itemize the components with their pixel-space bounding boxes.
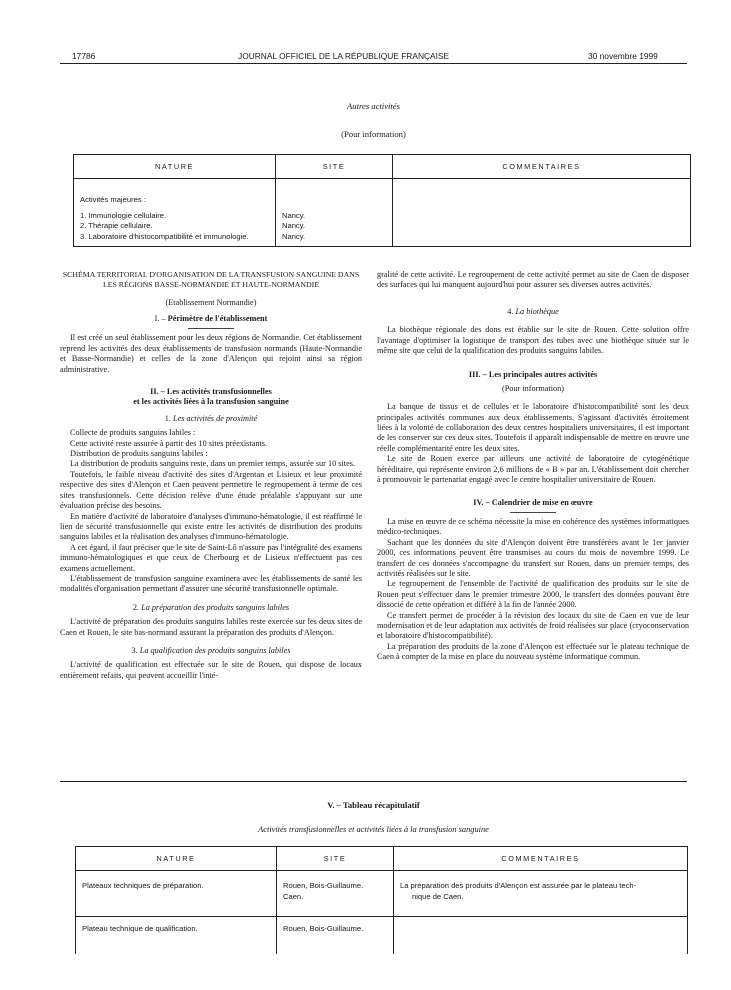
- regroupement-text: Toutefois, le faible niveau d'activité des sites d'Argentan et Lisieux et leur proximité respective des sites d'Alençon et Caen peuvent permettre le regroupement à terme de ces sites transfusionnels. Cette décision relève d'une étude préalable s'appuyant sur une évaluation précise des besoins.: [60, 469, 362, 511]
- collecte-label: Collecte de produits sanguins labiles :: [70, 428, 196, 438]
- issue-date: 30 novembre 1999: [588, 51, 658, 61]
- recap-comment-1a: La préparation des produits d'Alençon est assurée par le plateau tech-: [400, 881, 637, 890]
- recap-title: V. – Tableau récapitulatif: [327, 800, 420, 810]
- autres-title: Autres activités: [347, 101, 400, 111]
- section-1-title: Périmètre de l'établissement: [167, 314, 268, 323]
- section-divider: [510, 512, 556, 513]
- mise-en-oeuvre-text: La mise en œuvre de ce schéma nécessite la mise en cohérence des systèmes informatiques médico-techniques.: [377, 516, 689, 537]
- subsection-4-title: La biothèque: [515, 306, 559, 316]
- qualification-continued-text: gralité de cette activité. Le regroupement de cette activité permet au site de Caen de disposer des surfaces qui lui manquent aujourd'hui pour assurer ses diverses autres activités.: [377, 270, 689, 290]
- preparation-text: L'activité de préparation des produits sanguins labiles reste exercée sur les deux sites de Caen et Rouen, le site bas-normand assurant la préparation des produits d'Alençon.: [60, 617, 362, 637]
- recap-subtitle: Activités transfusionnelles et activités liées à la transfusion sanguine: [258, 825, 489, 834]
- subsection-2-number: 2.: [132, 602, 140, 612]
- recap-col-site: SITE: [277, 847, 394, 871]
- page-number: 17786: [72, 51, 96, 61]
- autres-nature-2: 2. Thérapie cellulaire.: [80, 221, 153, 231]
- autres-col-site: SITE: [276, 155, 393, 179]
- table-row: [76, 871, 688, 917]
- left-column: [60, 270, 362, 681]
- regroupement-qualification-text: Le regroupement de l'ensemble de l'activité de qualification des produits sur le site de Rouen peut s'effectuer dans le premier trimestre 2000, le transfert des données pouvant être dissocié de cette opération et différé à la fin de l'année 2000.: [377, 579, 689, 610]
- recap-table: [75, 846, 688, 954]
- section-divider: [188, 328, 234, 329]
- biotheque-text: La biothèque régionale des dons est établie sur le site de Rouen. Cette solution offre l'avantage d'optimiser la logistique de transport des tubes avec une biothèque située sur le même site que celui de la qualification des produits sanguins labiles.: [377, 325, 689, 356]
- alencon-text: Sachant que les données du site d'Alençon doivent être transférées avant le 1er janvier 2000, ces informations peuvent être transmises au cours du mois de novembre 1999. Le transfert de ces données s'accompagne du transfert sur Rouen, dans un premier temps, des activités réalisées sur le site.: [377, 537, 689, 578]
- subsection-1-number: 1.: [164, 413, 171, 423]
- autres-site-1: Nancy.: [282, 210, 306, 220]
- autres-col-nature: NATURE: [74, 155, 276, 179]
- distribution-text: La distribution de produits sanguins reste, dans un premier temps, assurée sur 10 sites.: [70, 459, 356, 469]
- autres-table: [73, 154, 691, 247]
- section-1-text: Il est créé un seul établissement pour les deux régions de Normandie. Cet établissement reprend les activités des deux établissements de transfusion normands (Haute-Normandie et Basse-Normandie) et celles de la zone d'Alençon qui rejoint ainsi sa région administrative.: [60, 333, 362, 374]
- right-column: [377, 270, 689, 663]
- schema-title: SCHÉMA TERRITORIAL D'ORGANISATION DE LA TRANSFUSION SANGUINE DANS LES RÉGIONS BASSE-NORMANDIE ET HAUTE-NORMANDIE: [62, 270, 360, 289]
- distribution-label: Distribution de produits sanguins labiles :: [70, 449, 208, 459]
- autres-heading: Activités majeures :: [80, 195, 146, 204]
- saint-lo-text: A cet égard, il faut préciser que le site de Saint-Lô n'assure pas l'intégralité des examens immuno-hématologiques et que ceux de Cherbourg et de Lisieux n'effectuent pas ces examens actuellement.: [60, 542, 362, 573]
- journal-title: JOURNAL OFFICIEL DE LA RÉPUBLIQUE FRANÇAISE: [238, 51, 450, 61]
- table-row: [76, 917, 688, 955]
- recap-col-commentaires: COMMENTAIRES: [394, 847, 688, 871]
- recap-nature-1: Plateaux techniques de préparation.: [76, 871, 277, 917]
- autres-nature-1: 1. Immunologie cellulaire.: [80, 210, 167, 220]
- recap-col-nature: NATURE: [76, 847, 277, 871]
- autres-col-commentaires: COMMENTAIRES: [393, 155, 691, 179]
- autres-site-3: Nancy.: [282, 231, 306, 241]
- revision-locaux-text: Ce transfert permet de procéder à la révision des locaux du site de Caen en vue de leur modernisation et de leur adaptation aux activités de froid réalisées sur place (cryoconservation et laboratoire d'histocompatibilité).: [377, 610, 689, 641]
- qualification-text: L'activité de qualification est effectuée sur le site de Rouen, qui dispose de locaux entièrement refaits, qui peuvent accueillir l'inté-: [60, 660, 362, 680]
- table-row: [74, 179, 691, 247]
- subsection-3-title: La qualification des produits sanguins labiles: [139, 645, 291, 655]
- section-4-title: IV. – Calendrier de mise en œuvre: [473, 497, 593, 507]
- section-rule: [60, 781, 687, 782]
- preparation-alencon-text: La préparation des produits de la zone d'Alençon est effectuée sur le plateau technique de Caen à compter de la mise en place du nouveau système informatique commun.: [377, 641, 689, 662]
- cytogenetique-text: Le site de Rouen exerce par ailleurs une activité de laboratoire de cytogénétique héréditaire, qui représente environ 2,6 millions de « B » par an. L'établissement doit chercher à promouvoir le partenariat engagé avec le centre hospitalier universitaire de Rouen.: [377, 454, 689, 485]
- etablissement-text: L'établissement de transfusion sanguine examinera avec les établissements de santé les modalités d'organisation permettant d'assurer une sécurité transfusionnelle optimale.: [60, 573, 362, 594]
- autres-subtitle: (Pour information): [341, 129, 406, 139]
- subsection-3-number: 3.: [131, 645, 138, 655]
- recap-site-1a: Rouen, Bois-Guillaume.: [283, 881, 364, 890]
- laboratoire-text: En matière d'activité de laboratoire d'analyses d'immuno-hématologie, il est réaffirmé le lien de sécurité transfusionnelle qui existe entre les activités de distribution des produits sanguins labiles et la réalisation des analyses d'immuno-hématologie.: [60, 511, 362, 542]
- section-2-title-line-2: et les activités liées à la transfusion sanguine: [133, 397, 289, 407]
- autres-nature-3: 3. Laboratoire d'histocompatibilité et immunologie.: [80, 231, 249, 241]
- section-3-title: III. – Les principales autres activités: [468, 370, 598, 380]
- recap-nature-2: Plateau technique de qualification.: [76, 917, 277, 955]
- recap-site-1b: Caen.: [283, 891, 304, 901]
- recap-site-2: Rouen, Bois-Guillaume.: [277, 917, 394, 955]
- header-rule: [60, 63, 687, 64]
- banque-text: La banque de tissus et de cellules et le laboratoire d'histocompatibilité sont les deux principales activités communes aux deux établissements. S'agissant d'activités étroitement liées à la volonté de collaboration des deux centres hospitaliers universitaires, il est important de les conserver sur ces deux sites. Toutefois il apparaît indispensable de mettre en œuvre une réelle complémentarité entre les deux sites.: [377, 402, 689, 453]
- autres-site-2: Nancy.: [282, 221, 306, 231]
- section-2-title-line-1: II. – Les activités transfusionnelles: [150, 387, 272, 397]
- recap-comment-1b: nique de Caen.: [412, 891, 464, 901]
- etablissement-label: (Etablissement Normandie): [165, 297, 257, 307]
- subsection-4-number: 4.: [507, 306, 514, 316]
- collecte-text: Cette activité reste assurée à partir des 10 sites préexistants.: [70, 438, 268, 448]
- section-1-number: I. –: [154, 314, 166, 323]
- subsection-2-title: La préparation des produits sanguins labiles: [141, 602, 290, 612]
- subsection-1-title: Les activités de proximité: [173, 413, 258, 423]
- section-3-subtitle: (Pour information): [501, 383, 565, 393]
